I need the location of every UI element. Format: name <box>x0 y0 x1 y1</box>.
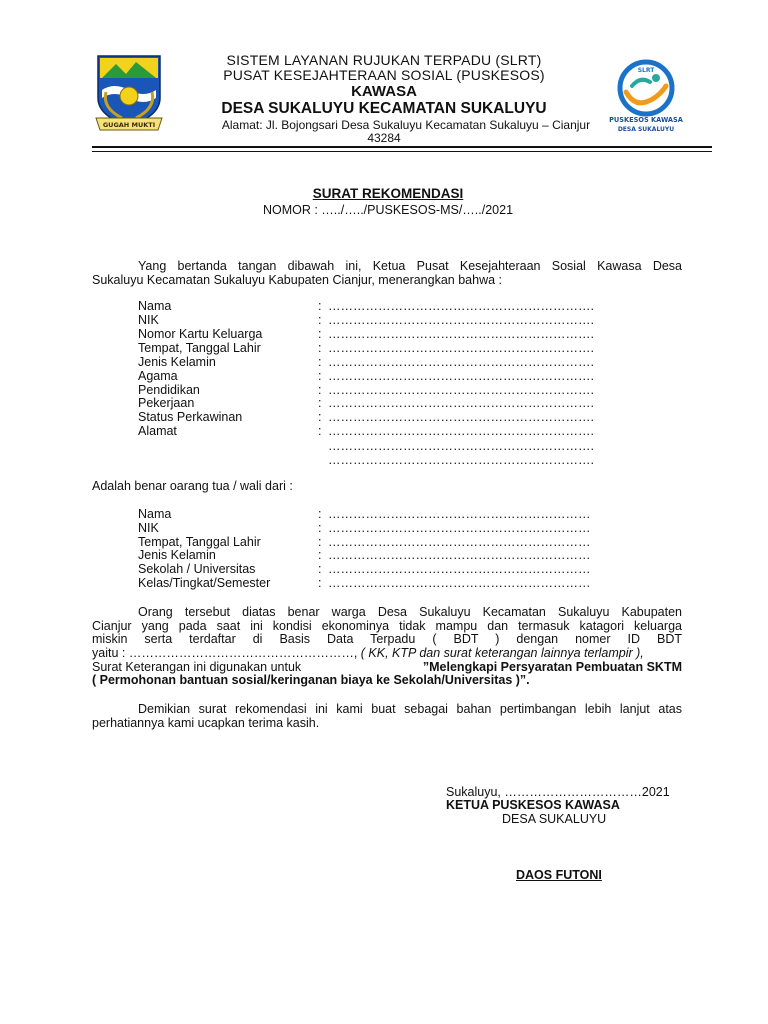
field-label-gender: Jenis Kelamin <box>138 355 216 369</box>
body-purpose-detail: ( Permohonan bantuan sosial/keringanan biaya ke Sekolah/Universitas )”. <box>92 673 530 687</box>
field-blank: ……………………………………………………… <box>328 507 591 521</box>
field-label-family-card: Nomor Kartu Keluarga <box>138 327 263 341</box>
svg-text:SLRT: SLRT <box>637 67 655 74</box>
field-blank: ………………………………………………………. <box>328 341 594 355</box>
signature-place-date: Sukaluyu, ……………………………2021 <box>446 785 670 799</box>
field-label-occupation: Pekerjaan <box>138 396 195 410</box>
field-label-nik: NIK <box>138 521 159 535</box>
field-label-nama: Nama <box>138 299 172 313</box>
field-colon: : <box>318 562 322 576</box>
field-row <box>138 562 608 576</box>
field-blank: ………………………………………………………. <box>328 383 594 397</box>
body-purpose-lead: Surat Keterangan ini digunakan untuk <box>92 660 302 674</box>
field-blank: ………………………………………………………. <box>328 453 594 467</box>
field-row <box>138 299 608 313</box>
org-village-name: DESA SUKALUYU KECAMATAN SUKALUYU <box>221 100 547 117</box>
org-address: Alamat: Jl. Bojongsari Desa Sukaluyu Kecamatan Sukaluyu – Cianjur <box>221 118 591 132</box>
field-label-nama: Nama <box>138 507 172 521</box>
field-blank: ………………………………………………………. <box>328 369 594 383</box>
letterhead-rule <box>92 146 712 148</box>
field-colon: : <box>318 424 322 438</box>
body-line-3: miskin serta terdaftar di Basis Data Terpadu ( BDT ) dengan nomer ID BDT <box>92 632 682 646</box>
org-system-name: SISTEM LAYANAN RUJUKAN TERPADU (SLRT) <box>226 52 542 68</box>
signature-village: DESA SUKALUYU <box>502 812 607 826</box>
field-blank: ……………………………………………………… <box>328 535 591 549</box>
field-row-continuation <box>138 439 608 453</box>
field-row <box>138 410 608 424</box>
field-label-class: Kelas/Tingkat/Semester <box>138 576 271 590</box>
body-attachment-note: ( KK, KTP dan surat keterangan lainnya terlampir ), <box>360 646 644 660</box>
field-colon: : <box>318 576 322 590</box>
field-label-birth: Tempat, Tanggal Lahir <box>138 341 261 355</box>
field-blank: ………………………………………………………. <box>328 439 594 453</box>
field-colon: : <box>318 535 322 549</box>
letterhead-rule-thin <box>92 151 712 152</box>
field-blank: ……………………………………………………… <box>328 548 591 562</box>
field-row <box>138 507 608 521</box>
field-label-birth: Tempat, Tanggal Lahir <box>138 535 261 549</box>
field-colon: : <box>318 313 322 327</box>
body-bdt-id-blank: yaitu : ………………………………………………, <box>92 646 358 660</box>
field-row <box>138 576 608 590</box>
svg-text:GUGAH MUKTI: GUGAH MUKTI <box>102 121 156 129</box>
field-colon: : <box>318 341 322 355</box>
field-blank: ………………………………………………………. <box>328 299 594 313</box>
field-blank: ………………………………………………………. <box>328 327 594 341</box>
field-row <box>138 521 608 535</box>
field-colon: : <box>318 410 322 424</box>
letter-title: SURAT REKOMENDASI <box>312 186 464 201</box>
letter-number: NOMOR : …../…../PUSKESOS-MS/…../2021 <box>262 203 514 217</box>
field-label-gender: Jenis Kelamin <box>138 548 216 562</box>
closing-line-2: perhatiannya kami ucapkan terima kasih. <box>92 716 320 730</box>
body-purpose: ”Melengkapi Persyaratan Pembuatan SKTM <box>422 660 682 674</box>
field-row <box>138 327 608 341</box>
field-colon: : <box>318 396 322 410</box>
field-blank: ………………………………………………………. <box>328 313 594 327</box>
body-line-4 <box>92 646 682 660</box>
field-row <box>138 535 608 549</box>
org-center-name: PUSAT KESEJAHTERAAN SOSIAL (PUSKESOS) <box>223 67 545 83</box>
field-row <box>138 396 608 410</box>
body-line-2: Cianjur yang pada saat ini kondisi ekonominya tidak mampu dan termasuk katagori keluarga <box>92 619 682 633</box>
field-row <box>138 341 608 355</box>
field-colon: : <box>318 383 322 397</box>
body-line-5 <box>92 660 682 674</box>
field-colon: : <box>318 507 322 521</box>
field-label-education: Pendidikan <box>138 383 200 397</box>
field-colon: : <box>318 369 322 383</box>
org-area-name: KAWASA <box>351 83 417 100</box>
intro-line-2: Sukaluyu Kecamatan Sukaluyu Kabupaten Cianjur, menerangkan bahwa : <box>92 273 502 287</box>
field-blank: ………………………………………………………. <box>328 410 594 424</box>
signature-position: KETUA PUSKESOS KAWASA <box>446 798 620 812</box>
field-row-continuation <box>138 453 608 467</box>
field-label-school: Sekolah / Universitas <box>138 562 256 576</box>
field-row <box>138 313 608 327</box>
field-row <box>138 548 608 562</box>
org-postal-code: 43284 <box>367 131 401 145</box>
intro-line-1: Yang bertanda tangan dibawah ini, Ketua Pusat Kesejahteraan Sosial Kawasa Desa <box>138 259 682 273</box>
field-colon: : <box>318 327 322 341</box>
body-line-1: Orang tersebut diatas benar warga Desa Sukaluyu Kecamatan Sukaluyu Kabupaten <box>138 605 682 619</box>
field-row <box>138 369 608 383</box>
field-blank: ………………………………………………………. <box>328 355 594 369</box>
field-colon: : <box>318 299 322 313</box>
field-row <box>138 424 608 438</box>
field-blank: ……………………………………………………… <box>328 521 591 535</box>
svg-text:DESA SUKALUYU: DESA SUKALUYU <box>617 126 675 133</box>
field-colon: : <box>318 521 322 535</box>
field-blank: ………………………………………………………. <box>328 396 594 410</box>
field-label-address: Alamat <box>138 424 177 438</box>
field-label-marital: Status Perkawinan <box>138 410 243 424</box>
field-row <box>138 355 608 369</box>
signatory-name: DAOS FUTONI <box>516 868 602 882</box>
field-blank: ……………………………………………………… <box>328 576 591 590</box>
field-blank: ……………………………………………………… <box>328 562 591 576</box>
field-label-religion: Agama <box>138 369 178 383</box>
field-blank: ………………………………………………………. <box>328 424 594 438</box>
guardian-intro: Adalah benar oarang tua / wali dari : <box>92 479 293 493</box>
field-colon: : <box>318 548 322 562</box>
field-colon: : <box>318 355 322 369</box>
field-label-nik: NIK <box>138 313 159 327</box>
svg-text:PUSKESOS KAWASA: PUSKESOS KAWASA <box>609 116 683 124</box>
closing-line-1: Demikian surat rekomendasi ini kami buat sebagai bahan pertimbangan lebih lanjut atas <box>138 702 682 716</box>
field-row <box>138 383 608 397</box>
